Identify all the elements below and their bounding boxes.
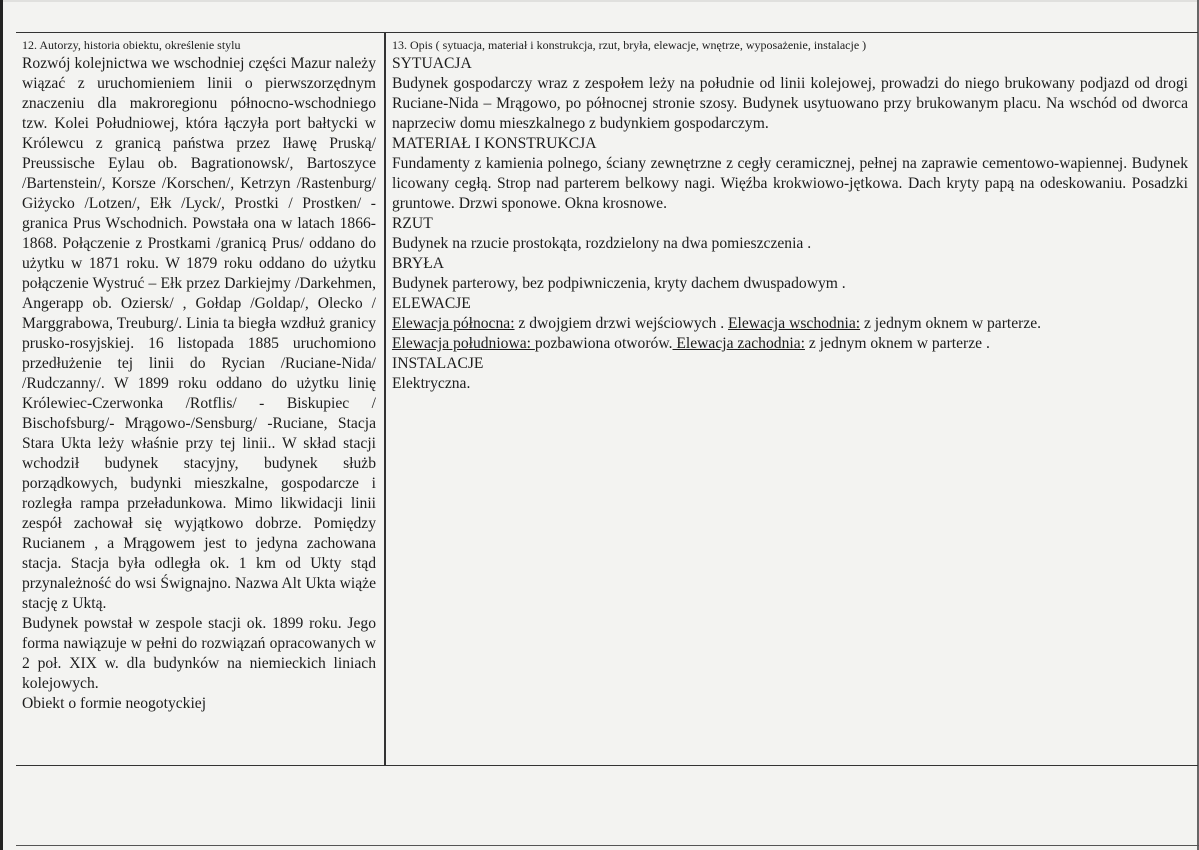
elewacje-title: ELEWACJE	[392, 295, 471, 312]
bryla-text: Budynek parterowy, bez podpiwniczenia, kryty dachem dwuspadowym .	[392, 275, 846, 292]
scan-edge-left	[0, 0, 3, 850]
column-divider	[384, 33, 386, 765]
bottom-rule	[16, 845, 1199, 846]
material-title: MATERIAŁ I KONSTRUKCJA	[392, 135, 597, 152]
rzut-title: RZUT	[392, 215, 433, 232]
elewacja-wschodnia-label: Elewacja wschodnia:	[728, 315, 861, 332]
elewacje-line-2	[392, 334, 1188, 354]
section-12-heading: 12. Autorzy, historia obiektu, określenie stylu	[22, 38, 241, 52]
instalacje-text: Elektryczna.	[392, 375, 471, 392]
elewacja-zachodnia-label: Elewacja zachodnia:	[672, 335, 805, 352]
instalacje-title: INSTALACJE	[392, 355, 484, 372]
rzut-text: Budynek na rzucie prostokąta, rozdzielony na dwa pomieszczenia .	[392, 235, 812, 252]
section-13-body	[392, 54, 1188, 394]
section-12-body	[22, 54, 376, 714]
scan-edge-top	[0, 0, 1199, 2]
elewacja-wschodnia-text: z jednym oknem w parterze.	[860, 315, 1042, 332]
style-paragraph: Obiekt o formie neogotyckiej	[22, 695, 207, 712]
sytuacja-title: SYTUACJA	[392, 55, 472, 72]
elewacja-zachodnia-text: z jednym oknem w parterze .	[804, 335, 990, 352]
elewacja-polnocna-text: z dwojgiem drzwi wejściowych .	[514, 315, 729, 332]
form-sheet	[16, 32, 1198, 766]
elewacje-line-1	[392, 314, 1188, 334]
material-text: Fundamenty z kamienia polnego, ściany zewnętrzne z cegły ceramicznej, pełnej na zaprawie cementowo-wapiennej. Budynek licowany cegłą. Strop nad parterem belkowy nagi. Więźba krokwiowo-jętkowa. Dach kryty papą na odeskowaniu. Posadzki gruntowe. Drzwi sponowe. Okna krosnowe.	[392, 155, 1188, 212]
bryla-title: BRYŁA	[392, 255, 444, 272]
elewacja-polnocna-label: Elewacja północna:	[392, 315, 515, 332]
section-13-heading: 13. Opis ( sytuacja, materiał i konstrukcja, rzut, bryła, elewacje, wnętrze, wyposażenie, instalacje )	[392, 38, 867, 52]
section-12-history	[22, 38, 376, 714]
sytuacja-text: Budynek gospodarczy wraz z zespołem leży na południe od linii kolejowej, prowadzi do niego brukowany podjazd od drogi Ruciane-Nida – Mrągowo, po północnej stronie szosy. Budynek usytuowano przy brukowanym placu. Na wschód od dworca naprzeciw domu mieszkalnego z budynkiem gospodarczym.	[392, 75, 1188, 132]
elewacja-poludniowa-label: Elewacja południowa:	[392, 335, 535, 352]
section-13-description	[392, 38, 1188, 394]
dating-paragraph: Budynek powstał w zespole stacji ok. 1899 roku. Jego forma nawiązuje w pełni do rozwiązań opracowanych w 2 poł. XIX w. dla budynków na niemieckich liniach kolejowych.	[22, 615, 376, 692]
history-paragraph: Rozwój kolejnictwa we wschodniej części Mazur należy wiązać z uruchomieniem linii o pierwszorzędnym znaczeniu dla makroregionu północno-wschodniego tzw. Kolei Południowej, która łączyła port bałtycki w Królewcu z granicą państwa przez Iławę Pruską/ Preussische Eylau ob. Bagrationowsk/, Bartoszyce /Bartenstein/, Korsze /Korschen/, Ketrzyn /Rastenburg/ Giżycko /Lotzen/, Ełk /Lyck/, Prostki / Prostken/ - granica Prus Wschodnich. Powstała ona w latach 1866-1868. Połączenie z Prostkami /granicą Prus/ oddano do użytku w 1871 roku. W 1879 roku oddano do użytku połączenie Wystruć – Ełk przez Darkiejmy /Darkehmen, Angerapp ob. Oziersk/ , Gołdap /Goldap/, Olecko / Marggrabowa, Treuburg/. Linia ta biegła wzdłuż granicy prusko-rosyjskiej. 16 listopada 1885 uruchomiono przedłużenie tej linii do Rycian /Ruciane-Nida/ /Rudczanny/. W 1899 roku oddano do użytku linię Królewiec-Czerwonka /Rotflis/ - Biskupiec / Bischofsburg/- Mrągowo-/Sensburg/ -Ruciane, Stacja Stara Ukta leży właśnie przy tej linii.. W skład stacji wchodził budynek stacyjny, budynek służb porządkowych, budynki mieszkalne, gospodarcze i rozległa rampa przeładunkowa. Mimo likwidacji linii zespół zachował się wyjątkowo dobrze. Pomiędzy Rucianem , a Mrągowem jest to jedyna zachowana stacja. Stacja była odległa ok. 1 km od Ukty stąd przynależność do wsi Śwignajno. Nazwa Alt Ukta wiąże stację z Uktą.	[22, 55, 376, 612]
elewacja-poludniowa-text: pozbawiona otworów.	[534, 335, 673, 352]
